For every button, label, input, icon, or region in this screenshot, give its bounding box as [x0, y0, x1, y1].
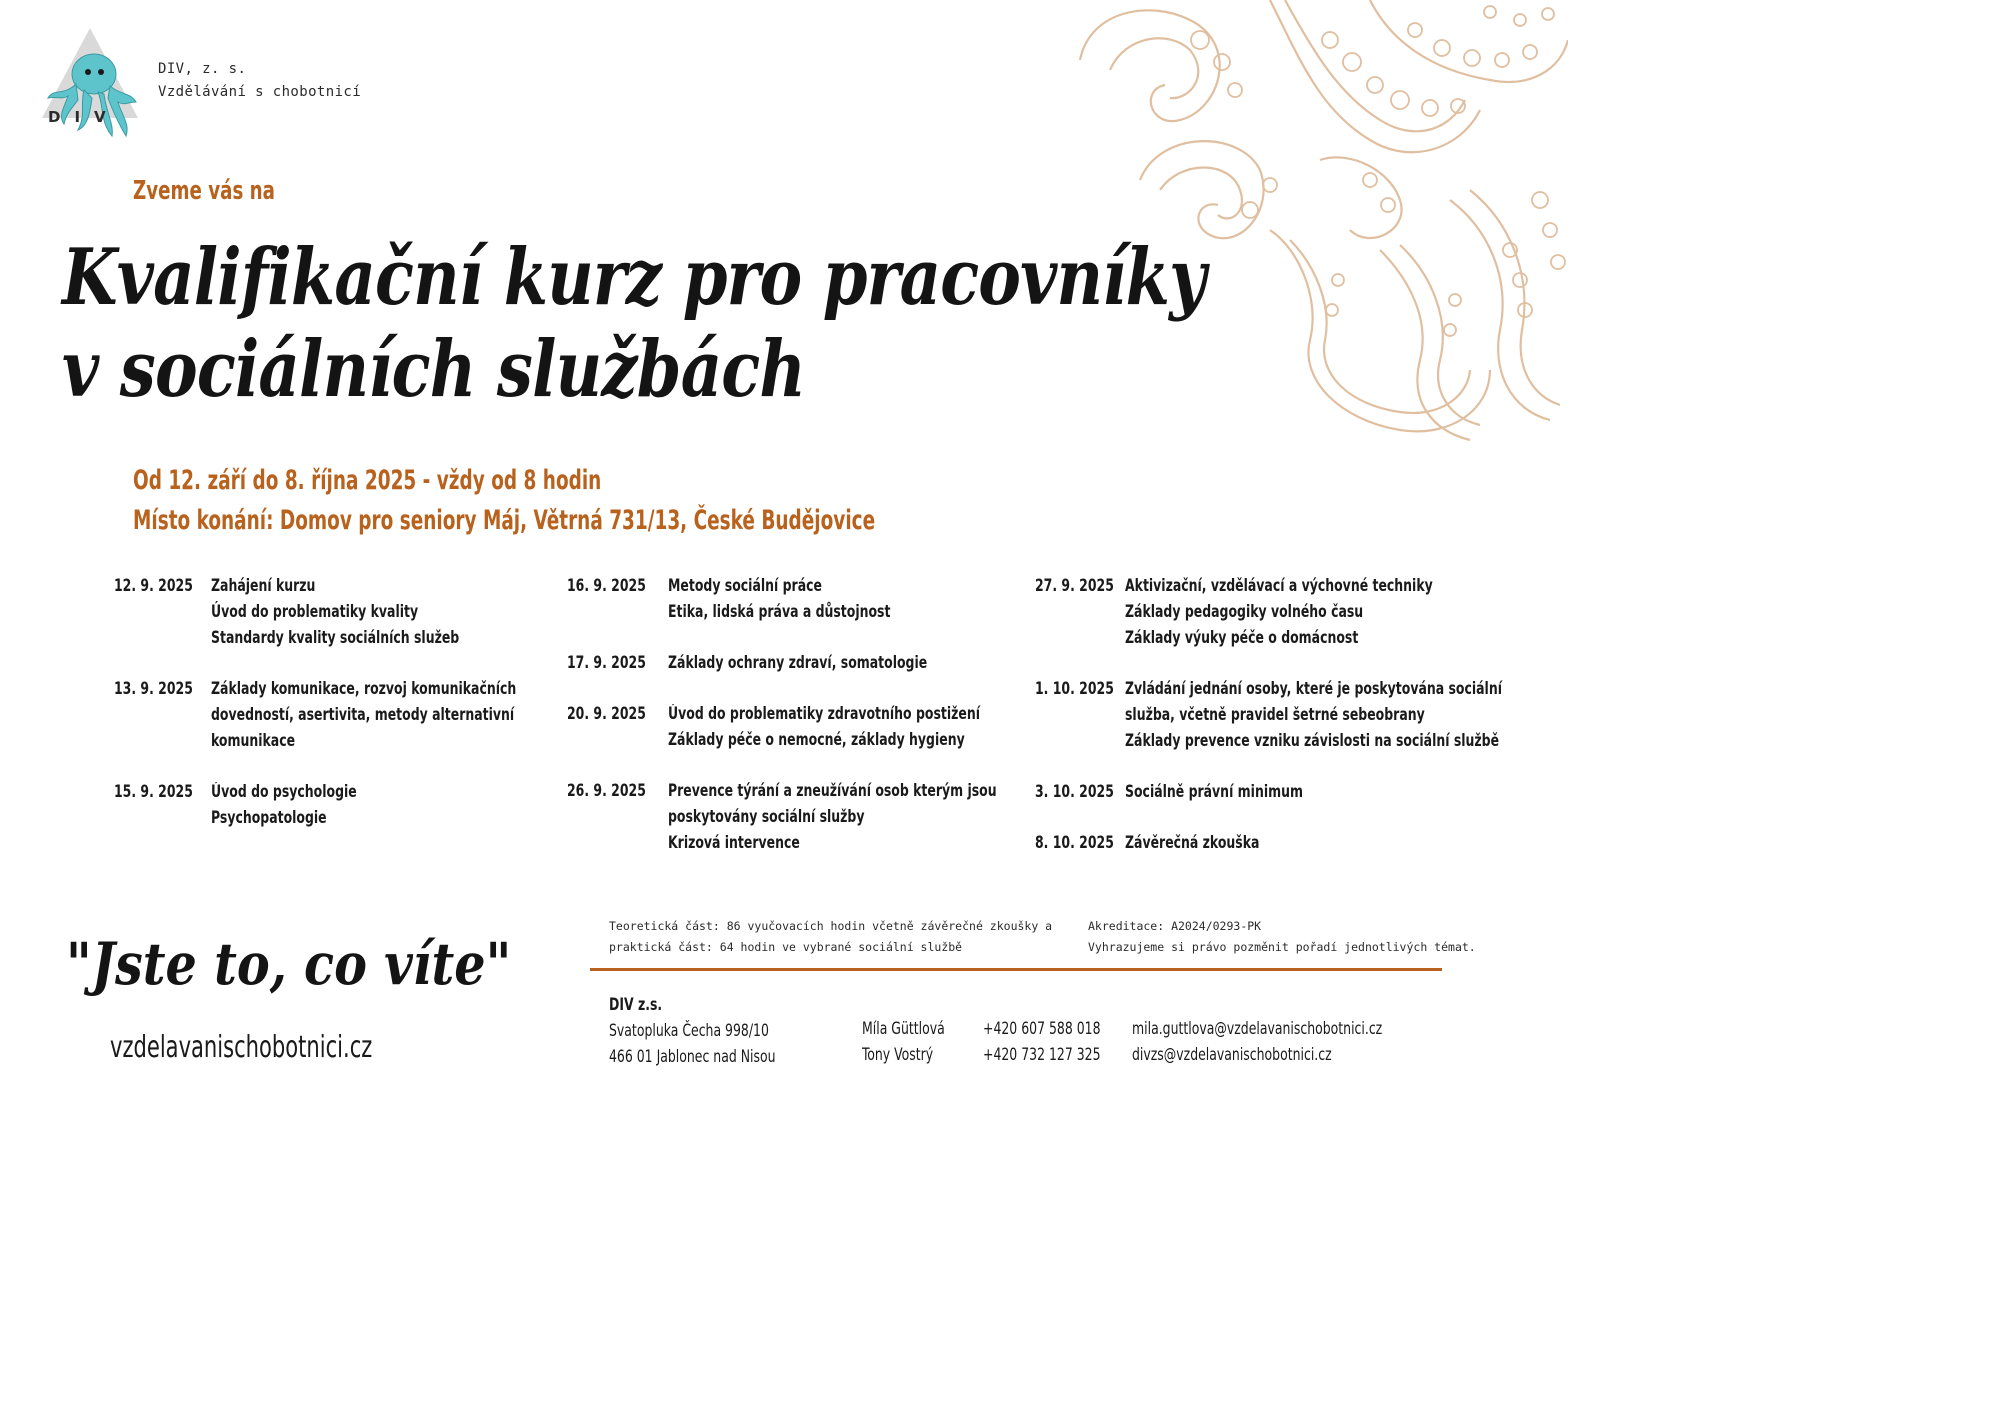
schedule-topic: Zvládání jednání osoby, které je poskytována sociální [1125, 679, 1502, 698]
schedule-topic: Základy ochrany zdraví, somatologie [668, 653, 928, 672]
schedule-topic: Standardy kvality sociálních služeb [211, 628, 460, 647]
schedule-topic: Základy komunikace, rozvoj komunikačních [211, 679, 517, 698]
accreditation-note [1088, 916, 1476, 958]
schedule-entry [567, 573, 1059, 625]
schedule-date: 12. 9. 2025 [114, 576, 193, 595]
org-tagline: Vzdělávání s chobotnicí [158, 84, 362, 100]
footer-divider [590, 968, 1442, 971]
schedule-topics [211, 779, 357, 831]
schedule-topics [668, 701, 980, 753]
schedule-topics [668, 778, 997, 856]
schedule-entry [1035, 573, 1574, 651]
logo-text: DIV [48, 108, 120, 126]
schedule-topic: Úvod do problematiky zdravotního postižení [668, 704, 980, 723]
course-hours-note [609, 916, 1052, 958]
schedule-column-2 [567, 573, 1059, 881]
schedule-date: 3. 10. 2025 [1035, 782, 1114, 801]
schedule-topics [1125, 573, 1433, 651]
course-title-line1: Kvalifikační kurz pro pracovníky [62, 232, 1206, 323]
schedule-column-3 [1035, 573, 1574, 881]
schedule-topic: Úvod do problematiky kvality [211, 602, 419, 621]
org-name: DIV, z. s. [158, 61, 247, 77]
schedule-topic: poskytovány sociální služby [668, 807, 865, 826]
course-title [62, 232, 1457, 416]
schedule-entry [1035, 779, 1574, 805]
schedule-date: 16. 9. 2025 [567, 576, 646, 595]
contact-phones [983, 1016, 1101, 1068]
schedule-topics [1125, 676, 1502, 754]
schedule-topic: Základy pedagogiky volného času [1125, 602, 1364, 621]
contact-emails [1132, 1016, 1382, 1068]
schedule-topic: Úvod do psychologie [211, 782, 357, 801]
contact-address [609, 992, 776, 1070]
schedule-topic: Psychopatologie [211, 808, 327, 827]
contact-phone[interactable]: +420 732 127 325 [983, 1045, 1101, 1064]
schedule-entry [567, 650, 1059, 676]
schedule-topics [1125, 830, 1259, 856]
schedule-date: 1. 10. 2025 [1035, 679, 1114, 698]
schedule-date: 26. 9. 2025 [567, 781, 646, 800]
contact-name: Míla Güttlová [862, 1019, 945, 1038]
schedule-date: 15. 9. 2025 [114, 782, 193, 801]
schedule-date: 20. 9. 2025 [567, 704, 646, 723]
octopus-logo-icon [34, 26, 146, 150]
schedule-entry [114, 676, 574, 754]
schedule-topic: Základy výuky péče o domácnost [1125, 628, 1359, 647]
schedule-topics [668, 573, 890, 625]
org-header [158, 58, 361, 104]
website-link[interactable]: vzdelavanischobotnici.cz [110, 1030, 373, 1065]
contact-street: Svatopluka Čecha 998/10 [609, 1021, 769, 1040]
schedule-topic: Základy péče o nemocné, základy hygieny [668, 730, 965, 749]
schedule-date: 13. 9. 2025 [114, 679, 193, 698]
contact-name: Tony Vostrý [862, 1045, 934, 1064]
contact-city: 466 01 Jablonec nad Nisou [609, 1047, 776, 1066]
schedule-topic: Prevence týrání a zneužívání osob kterým jsou [668, 781, 997, 800]
schedule-entry [114, 779, 574, 831]
schedule-date: 17. 9. 2025 [567, 653, 646, 672]
schedule-topics [1125, 779, 1303, 805]
course-dates: Od 12. září do 8. října 2025 - vždy od 8 hodin [133, 465, 602, 496]
schedule-topic: Etika, lidská práva a důstojnost [668, 602, 891, 621]
schedule-topic: Sociálně právní minimum [1125, 782, 1303, 801]
schedule-topic: dovedností, asertivita, metody alternativní [211, 705, 515, 724]
schedule-topics [211, 676, 516, 754]
accreditation: Akreditace: A2024/0293-PK [1088, 919, 1262, 933]
schedule-date: 8. 10. 2025 [1035, 833, 1114, 852]
schedule-entry [1035, 676, 1574, 754]
schedule-date: 27. 9. 2025 [1035, 576, 1114, 595]
contact-email[interactable]: divzs@vzdelavanischobotnici.cz [1132, 1045, 1332, 1064]
schedule-column-1 [114, 573, 574, 856]
practice-note: praktická část: 64 hodin ve vybrané sociální službě [609, 940, 963, 954]
schedule-topic: Základy prevence vzniku závislosti na sociální službě [1125, 731, 1500, 750]
schedule-topic: Krizová intervence [668, 833, 800, 852]
schedule-topics [668, 650, 927, 676]
schedule-topic: Zahájení kurzu [211, 576, 316, 595]
schedule-topics [211, 573, 459, 651]
contact-phone[interactable]: +420 607 588 018 [983, 1019, 1101, 1038]
schedule-entry [567, 778, 1059, 856]
course-venue: Místo konání: Domov pro seniory Máj, Větrná 731/13, České Budějovice [133, 505, 876, 536]
schedule-topic: Metody sociální práce [668, 576, 822, 595]
motto: "Jste to, co víte" [66, 930, 512, 998]
disclaimer: Vyhrazujeme si právo pozměnit pořadí jednotlivých témat. [1088, 940, 1476, 954]
schedule-entry [114, 573, 574, 651]
schedule-topic: komunikace [211, 731, 296, 750]
schedule-topic: služba, včetně pravidel šetrné sebeobrany [1125, 705, 1425, 724]
contact-org-name: DIV z.s. [609, 995, 663, 1014]
contact-email[interactable]: mila.guttlova@vzdelavanischobotnici.cz [1132, 1019, 1383, 1038]
schedule-entry [567, 701, 1059, 753]
invite-text: Zveme vás na [133, 176, 275, 206]
course-title-line2: v sociálních službách [62, 324, 806, 415]
schedule-entry [1035, 830, 1574, 856]
theory-note: Teoretická část: 86 vyučovacích hodin včetně závěrečné zkoušky a [609, 919, 1053, 933]
contact-names [862, 1016, 945, 1068]
schedule-topic: Závěrečná zkouška [1125, 833, 1260, 852]
schedule-topic: Aktivizační, vzdělávací a výchovné techniky [1125, 576, 1433, 595]
